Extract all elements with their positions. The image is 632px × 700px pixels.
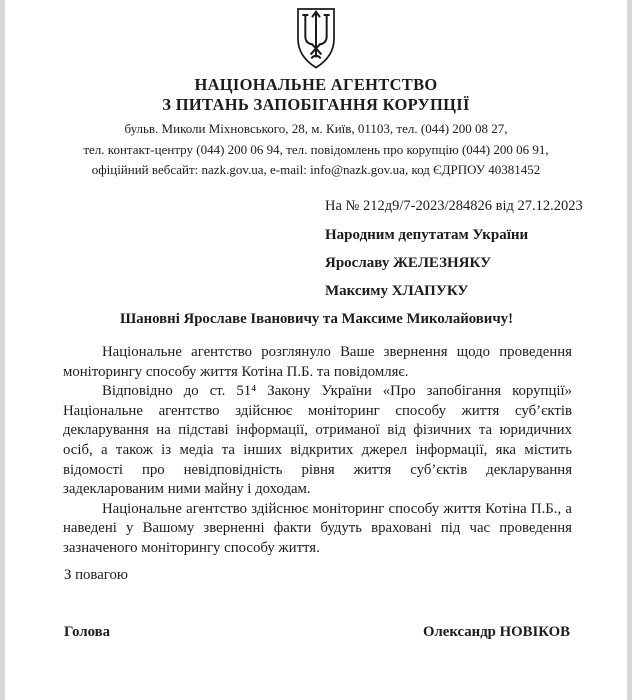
org-name-line2: З ПИТАНЬ ЗАПОБІГАННЯ КОРУПЦІЇ (162, 95, 470, 114)
letter-body (63, 343, 572, 559)
paragraph-2: Відповідно до ст. 51⁴ Закону України «Про запобігання корупції» Національне агентство здійснює моніторинг способу життя суб’єктів декларування на підставі інформації, отриманої від фізичних та юридичних осіб, а також із медіа та інших відкритих джерел інформації, яка містить відомості про невідповідність рівня життя суб’єктів декларування задекларованим ними майну і доходам. (63, 383, 572, 498)
address-line3: офіційний вебсайт: nazk.gov.ua, e-mail: info@nazk.gov.ua, код ЄДРПОУ 40381452 (91, 162, 541, 177)
salutation: Шановні Ярославе Івановичу та Максиме Миколайовичу! (119, 311, 513, 327)
address-line2: тел. контакт-центру (044) 200 06 94, тел. повідомлень про корупцію (044) 200 06 91, (83, 141, 549, 157)
paragraph-1: Національне агентство розглянуло Ваше звернення щодо проведення моніторингу способу життя Котіна П.Б. та повідомляє. (63, 344, 572, 380)
reference-number: На № 212д9/7-2023/284826 від 27.12.2023 (325, 198, 583, 214)
addressee-name-2: Максиму ХЛАПУКУ (325, 283, 469, 299)
paragraph-3: Національне агентство здійснює моніторинг способу життя Котіна П.Б., а наведені у Вашому зверненні факти будуть враховані під час проведення зазначеного моніторингу способу життя. (63, 500, 572, 556)
signature-title: Голова (64, 624, 111, 640)
closing-phrase: З повагою (64, 567, 128, 583)
org-address-block (0, 119, 632, 181)
addressee-group: Народним депутатам України (325, 227, 529, 243)
signature-row (64, 624, 570, 641)
addressee-name-1: Ярославу ЖЕЛЕЗНЯКУ (325, 255, 492, 271)
signature-name: Олександр НОВІКОВ (422, 624, 570, 640)
ukraine-trident-icon (292, 6, 340, 72)
address-line1: бульв. Миколи Міхновського, 28, м. Київ, 01103, тел. (044) 200 08 27, (124, 121, 508, 136)
org-name-line1: НАЦІОНАЛЬНЕ АГЕНТСТВО (194, 75, 438, 94)
org-name (0, 75, 632, 115)
addressee-block (325, 227, 528, 311)
